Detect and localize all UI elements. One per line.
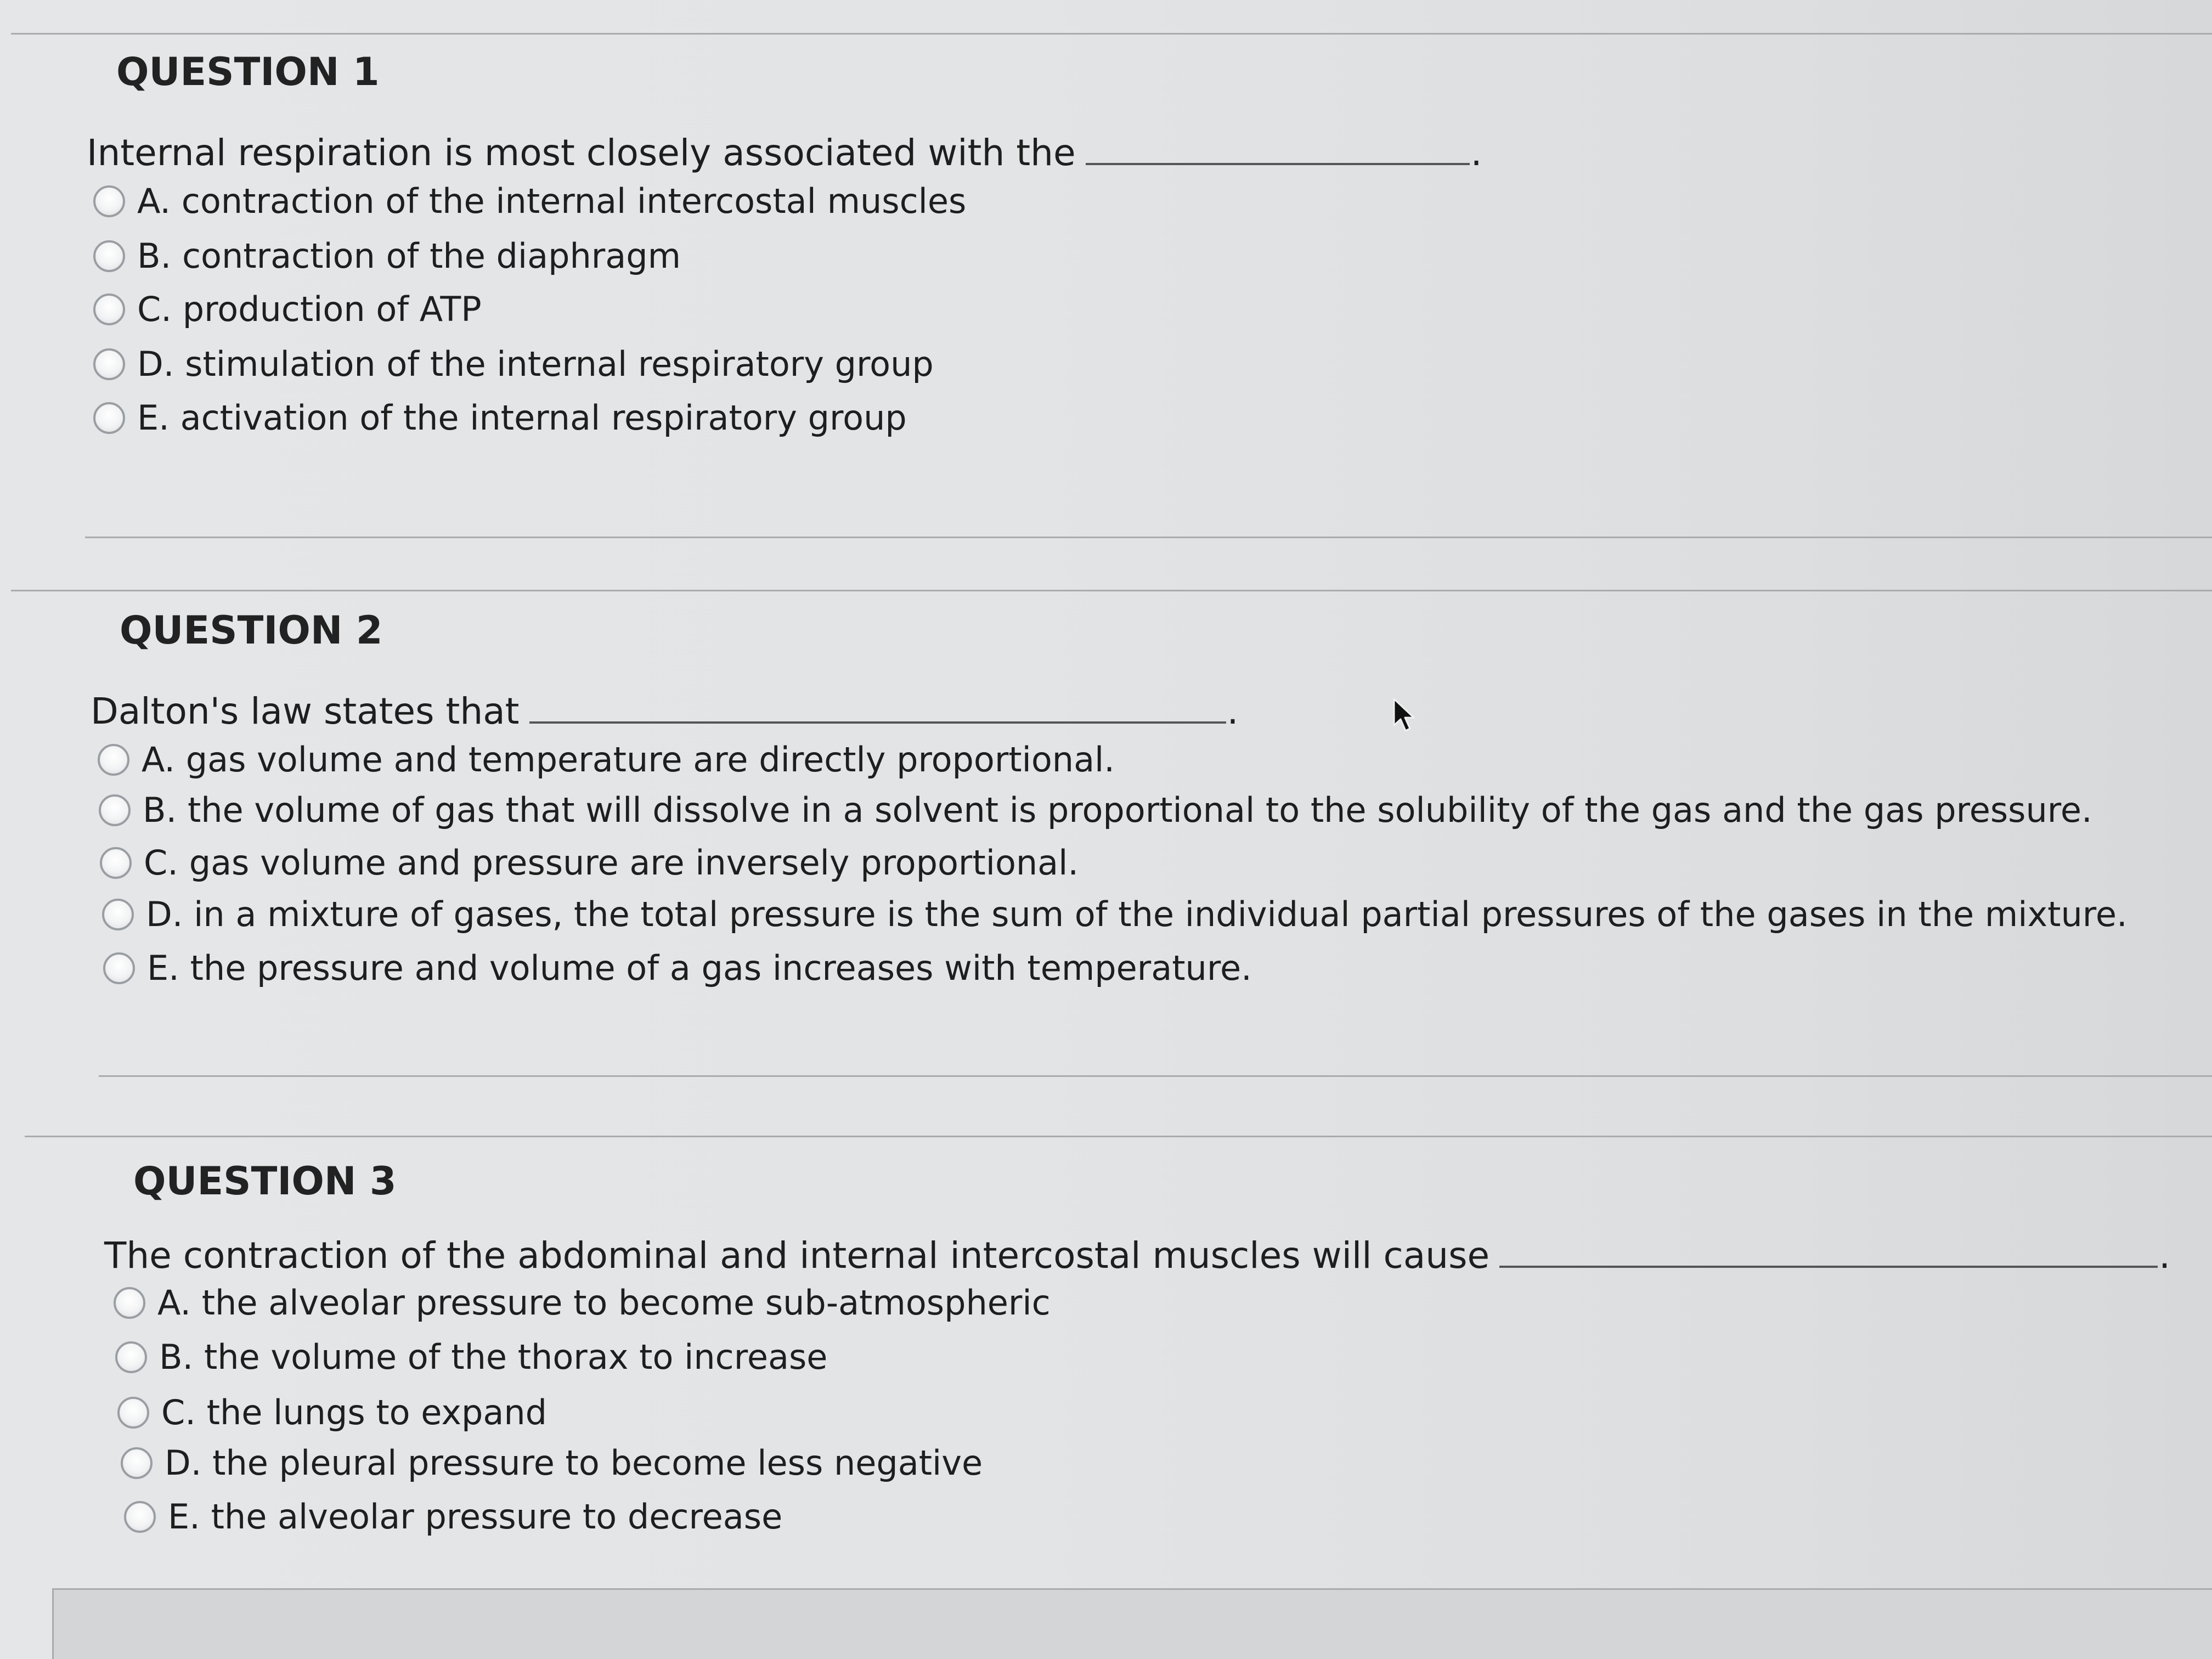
radio-unselected-icon[interactable]: [124, 1501, 156, 1533]
radio-unselected-icon[interactable]: [115, 1341, 147, 1373]
radio-unselected-icon[interactable]: [93, 294, 125, 325]
stem-period: .: [1470, 132, 1482, 174]
mouse-pointer-icon: [1391, 697, 1418, 735]
question-stem-text: The contraction of the abdominal and internal intercostal muscles will cause: [104, 1234, 1490, 1277]
top-divider: [11, 33, 2212, 35]
option-c[interactable]: [100, 843, 1079, 883]
option-label: C. production of ATP: [137, 289, 482, 329]
radio-unselected-icon[interactable]: [99, 794, 131, 826]
question-title: QUESTION 1: [116, 49, 380, 94]
option-label: E. activation of the internal respiratory group: [137, 398, 907, 438]
question-stem-text: Internal respiration is most closely associated with the: [87, 132, 1076, 174]
option-a[interactable]: [98, 740, 1115, 780]
option-label: D. stimulation of the internal respiratory group: [137, 344, 934, 384]
option-a[interactable]: [114, 1283, 1051, 1323]
option-e[interactable]: [103, 948, 1252, 988]
radio-unselected-icon[interactable]: [117, 1397, 149, 1429]
radio-unselected-icon[interactable]: [98, 744, 129, 776]
radio-unselected-icon[interactable]: [114, 1287, 145, 1319]
stem-period: .: [2159, 1234, 2171, 1277]
option-label: D. the pleural pressure to become less negative: [165, 1443, 983, 1483]
question-divider: [99, 1075, 2212, 1077]
option-label: C. gas volume and pressure are inversely proportional.: [144, 843, 1079, 883]
question-divider: [85, 537, 2212, 538]
option-label: B. the volume of the thorax to increase: [159, 1337, 828, 1377]
option-c[interactable]: [117, 1392, 547, 1432]
option-label: E. the pressure and volume of a gas increases with temperature.: [147, 948, 1252, 988]
question-stem: [87, 132, 1482, 174]
option-d[interactable]: [93, 344, 934, 384]
option-d[interactable]: [121, 1443, 983, 1483]
answer-blank: [1499, 1238, 2158, 1268]
option-a[interactable]: [93, 181, 966, 221]
stem-period: .: [1227, 690, 1239, 732]
option-label: B. contraction of the diaphragm: [137, 236, 681, 276]
option-c[interactable]: [93, 289, 482, 329]
radio-unselected-icon[interactable]: [102, 899, 134, 930]
option-e[interactable]: [93, 398, 907, 438]
option-label: A. the alveolar pressure to become sub-atmospheric: [157, 1283, 1051, 1323]
option-e[interactable]: [124, 1497, 782, 1537]
option-label: E. the alveolar pressure to decrease: [168, 1497, 783, 1537]
option-b[interactable]: [93, 236, 681, 276]
option-label: A. contraction of the internal intercostal muscles: [137, 181, 967, 221]
option-label: A. gas volume and temperature are directly proportional.: [142, 740, 1115, 780]
option-label: C. the lungs to expand: [161, 1392, 548, 1432]
question-title: QUESTION 2: [120, 608, 383, 653]
question-divider: [11, 590, 2212, 591]
radio-unselected-icon[interactable]: [93, 348, 125, 380]
answer-blank: [1086, 136, 1470, 165]
radio-unselected-icon[interactable]: [93, 240, 125, 272]
question-divider: [25, 1136, 2212, 1137]
question-stem: [104, 1234, 2170, 1277]
radio-unselected-icon[interactable]: [100, 847, 132, 879]
option-label: D. in a mixture of gases, the total pressure is the sum of the individual partial pressures of the gases in the mixture.: [146, 894, 2128, 934]
question-title: QUESTION 3: [133, 1159, 397, 1204]
radio-unselected-icon[interactable]: [93, 402, 125, 434]
option-b[interactable]: [99, 790, 2092, 830]
answer-blank: [529, 694, 1226, 724]
radio-unselected-icon[interactable]: [121, 1447, 153, 1479]
option-label: B. the volume of gas that will dissolve in a solvent is proportional to the solubility of the gas and the gas pressure.: [143, 790, 2092, 830]
radio-unselected-icon[interactable]: [93, 185, 125, 217]
question-stem: [91, 690, 1239, 732]
radio-unselected-icon[interactable]: [103, 952, 135, 984]
option-d[interactable]: [102, 894, 2128, 934]
next-section-panel: [52, 1588, 2212, 1659]
question-stem-text: Dalton's law states that: [91, 690, 520, 732]
option-b[interactable]: [115, 1337, 827, 1377]
